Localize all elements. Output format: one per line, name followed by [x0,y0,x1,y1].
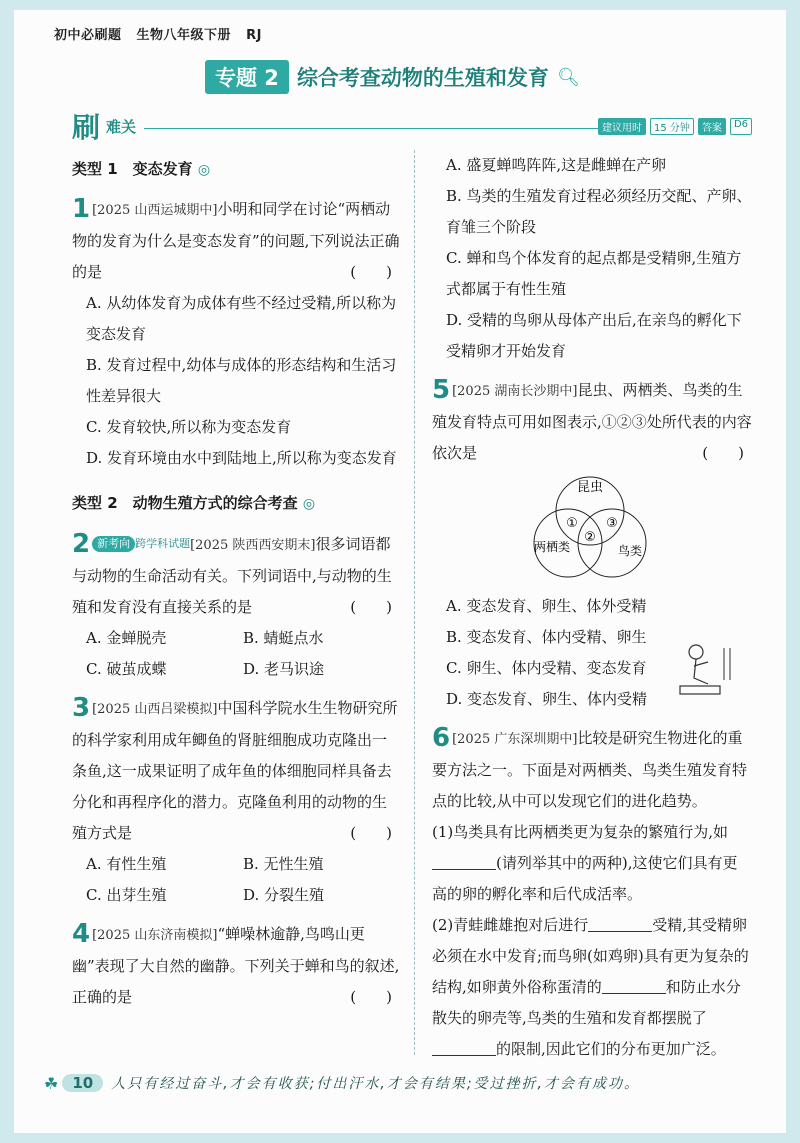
answer-paren: ( ) [350,988,392,1006]
options-row-1 [72,849,400,880]
sub-question-2 [432,910,752,1065]
venn-svg [432,475,752,585]
magnifier-icon: 🔍︎ [556,66,580,88]
question-source: [2025 湖南长沙期中] [452,384,578,399]
answer-blank-1[interactable] [432,853,496,870]
target-icon: ◎ [302,496,316,512]
option-b[interactable]: B. 蜻蜓点水 [243,629,324,647]
section-type2 [72,488,400,520]
target-icon: ◎ [197,162,211,178]
option-a[interactable]: A. 有性生殖 [86,855,167,873]
time-label: 建议用时 [598,118,646,135]
question-source: [2025 山东济南模拟] [92,928,218,943]
sub-question-2-text-d: 的限制,因此它们的分布更加广泛。 [496,1040,726,1058]
question-number: 4 [72,919,91,949]
section-banner [72,106,752,144]
shua-char: 刷 [72,111,101,144]
question-source: [2025 山西运城期中] [92,203,218,218]
section-type1 [72,154,400,186]
option-c[interactable]: C. 破茧成蝶 [86,660,167,678]
sub-question-2-text-c: 和防止水分散失的卵壳等,鸟类的生殖和发育都摆脱了 [432,978,741,1027]
answer-blank-2[interactable] [588,915,652,932]
option-d[interactable]: D. 老马识途 [243,660,325,678]
question-stem: 比较是研究生物进化的重要方法之一。下面是对两栖类、鸟类生殖发育特点的比较,从中可以发现它们的进化趋势。 [432,729,748,810]
topic-label: 专题 2 [205,60,289,94]
question-stem: “蝉噪林逾静,鸟鸣山更幽”表现了大自然的幽静。下列关于蝉和鸟的叙述,正确的是 [72,925,400,1006]
section-type2-label: 类型 2 动物生殖方式的综合考查 [72,494,298,512]
sub-question-2-text-a: (2)青蛙雌雄抱对后进行 [432,916,589,934]
question-stem: 昆虫、两栖类、鸟类的生殖发育特点可用如图表示,①②③处所代表的内容依次是 [432,381,752,462]
question-source: [2025 山西吕梁模拟] [92,702,218,717]
question-6 [432,723,752,1065]
option-a[interactable]: A. 金蝉脱壳 [86,629,167,647]
answer-paren: ( ) [350,824,392,842]
q4-option-b[interactable]: B. 鸟类的生殖发育过程必须经历交配、产卵、育雏三个阶段 [446,187,752,236]
mark-3: ③ [606,516,618,531]
answer-paren: ( ) [702,444,744,462]
cross-subject-badge: 跨学科试题 [135,537,191,550]
banner-line [144,128,612,129]
question-1 [72,194,400,474]
option-a[interactable]: A. 变态发育、卵生、体外受精 [446,597,647,615]
series-name: 初中必刷题 [54,28,122,43]
option-d[interactable]: D. 变态发育、卵生、体内受精 [446,690,648,708]
question-stem: 很多词语都与动物的生命活动有关。下列词语中,与动物的生殖和发育没有直接关系的是 [72,535,392,616]
running-header [54,24,272,43]
subject-name: 生物八年级下册 [136,28,232,43]
page-number: 10 [62,1074,103,1092]
question-number: 6 [432,723,451,753]
question-source: [2025 广东深圳期中] [452,732,578,747]
options-row-2 [72,880,400,911]
answer-blank-3[interactable] [602,977,666,994]
footer-person-icon: ☘ [44,1073,59,1093]
sub-question-1 [432,817,752,910]
q4-option-a[interactable]: A. 盛夏蝉鸣阵阵,这是雌蝉在产卵 [446,156,667,174]
column-divider [414,150,415,1055]
option-b[interactable]: B. 无性生殖 [243,855,324,873]
q4-option-d[interactable]: D. 受精的鸟卵从母体产出后,在亲鸟的孵化下受精卵才开始发育 [446,311,742,360]
label-bird: 鸟类 [617,544,643,558]
sub-question-2-text-b: 受精,其受精卵必须在水中发育;而鸟卵(如鸡卵)具有更为复杂的结构,如卵黄外俗称蛋清的 [432,916,749,996]
topic-text: 综合考查动物的生殖和发育 [296,66,549,90]
label-amphibian: 两栖类 [533,540,571,554]
sub-question-1-text-a: (1)鸟类具有比两栖类更为复杂的繁殖行为,如 [432,823,729,841]
level-label: 难关 [106,118,137,136]
reading-person-illustration [672,640,742,700]
question-number: 1 [72,194,91,224]
options-row-2 [72,654,400,685]
option-b[interactable]: B. 变态发育、体内受精、卵生 [446,628,647,646]
mark-2: ② [584,530,596,545]
question-stem: 中国科学院水生生物研究所的科学家利用成年鲫鱼的肾脏细胞成功克隆出一条鱼,这一成果证明了成年鱼的体细胞同样具备去分化和再程序化的潜力。克隆鱼利用的动物的生殖方式是 [72,699,398,842]
question-3 [72,693,400,911]
question-number: 3 [72,693,91,723]
sub-question-1-text-b: (请列举其中的两种),这使它们具有更高的卵的孵化率和后代成活率。 [432,854,738,903]
q4-option-c[interactable]: C. 蝉和鸟个体发育的起点都是受精卵,生殖方式都属于有性生殖 [446,249,742,298]
options-row-1 [72,623,400,654]
option-c[interactable]: C. 卵生、体内受精、变态发育 [446,659,647,677]
option-c[interactable]: C. 出芽生殖 [86,886,167,904]
question-2 [72,528,400,685]
time-value: 15 分钟 [650,118,694,135]
page-footer [44,1070,764,1096]
venn-diagram [432,475,752,585]
question-number: 5 [432,375,451,405]
new-trend-badge: 新考向 [92,536,135,552]
option-a[interactable]: A. 从幼体发育为成体有些不经过受精,所以称为变态发育 [86,294,397,343]
label-insect: 昆虫 [576,480,604,495]
time-info [598,118,752,135]
option-c[interactable]: C. 发育较快,所以称为变态发育 [86,418,292,436]
edition: RJ [246,28,262,43]
answer-page: D6 [730,118,752,135]
topic-title [205,60,580,94]
left-column [72,150,400,1013]
footer-motto: 人只有经过奋斗,才会有收获;付出汗水,才会有结果;受过挫折,才会有成功。 [111,1076,641,1092]
option-d[interactable]: D. 发育环境由水中到陆地上,所以称为变态发育 [86,449,397,467]
option-b[interactable]: B. 发育过程中,幼体与成体的形态结构和生活习性差异很大 [86,356,397,405]
answer-label: 答案 [698,118,726,135]
answer-blank-4[interactable] [432,1039,496,1056]
section-type1-label: 类型 1 变态发育 [72,160,193,178]
question-number: 2 [72,529,91,559]
question-source: [2025 陕西西安期末] [190,538,316,553]
question-stem: 小明和同学在讨论“两栖动物的发育为什么是变态发育”的问题,下列说法正确的是 [72,200,400,281]
mark-1: ① [566,516,578,531]
option-d[interactable]: D. 分裂生殖 [243,886,325,904]
answer-paren: ( ) [350,598,392,616]
question-4 [72,919,400,1013]
right-column [432,150,752,1065]
answer-paren: ( ) [350,263,392,281]
